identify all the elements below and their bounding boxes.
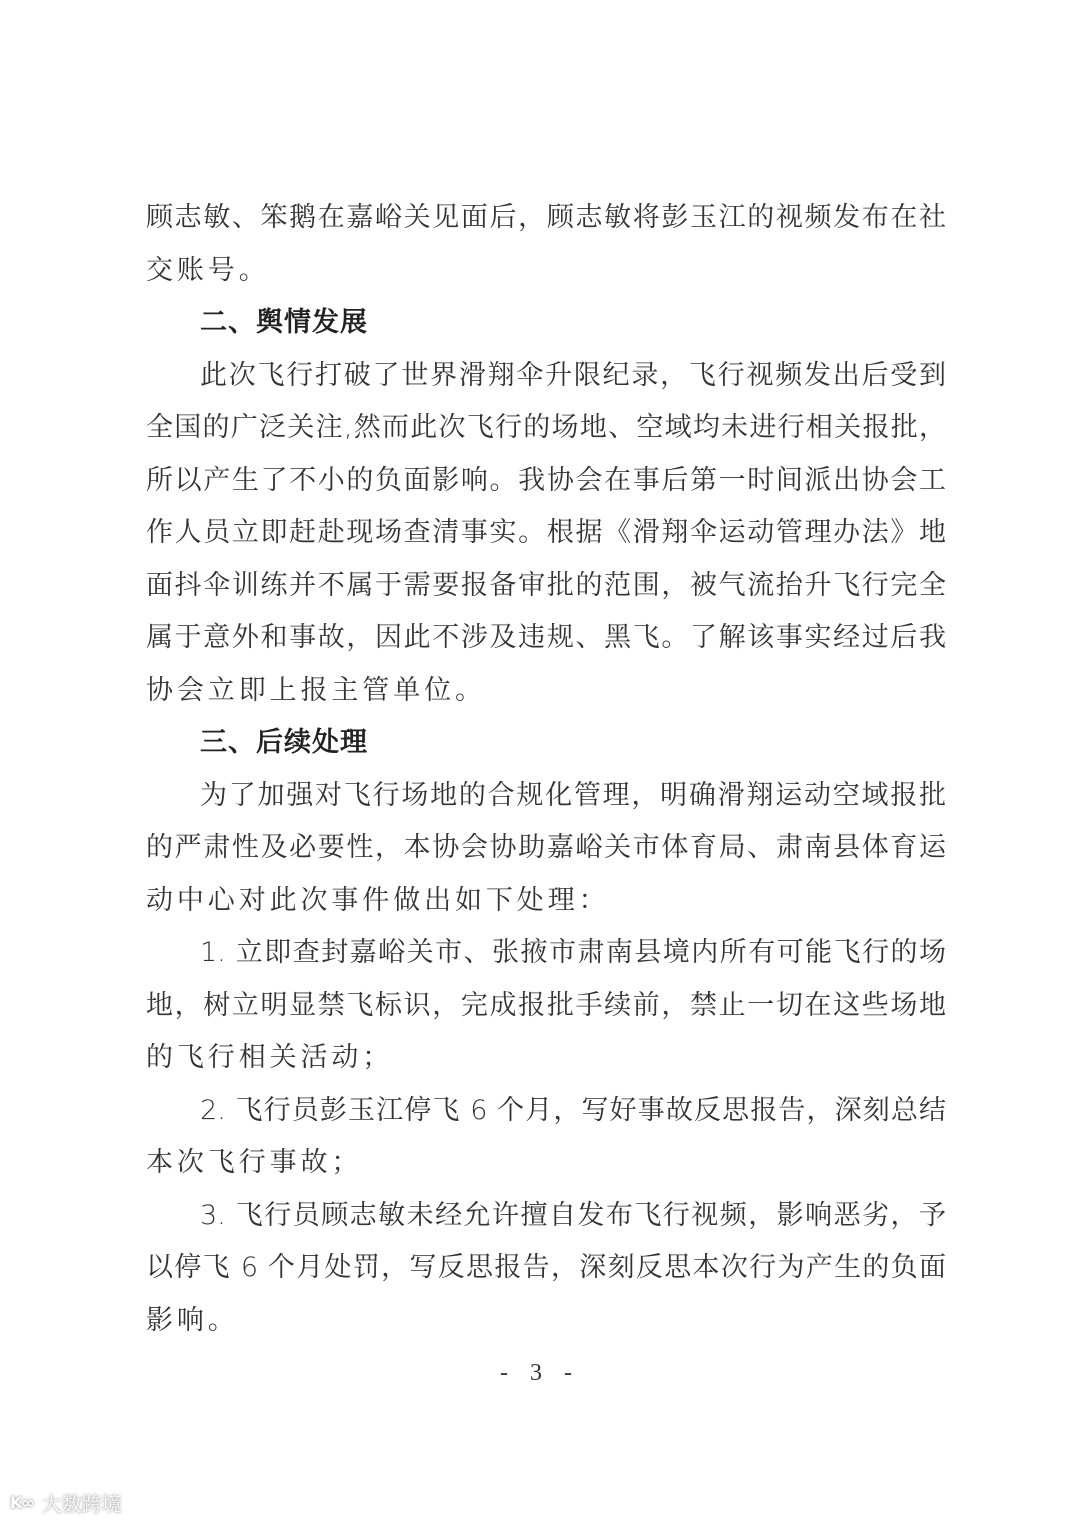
paragraph-public-opinion: [146, 350, 946, 718]
text-line: 3. 飞行员顾志敏未经允许擅自发布飞行视频，影响恶劣，予: [200, 1199, 946, 1231]
text-line: 顾志敏、笨鹅在嘉峪关见面后，顾志敏将彭玉江的视频发布在社: [146, 202, 946, 233]
text-line: 所以产生了不小的负面影响。我协会在事后第一时间派出协会工: [146, 464, 946, 496]
text-line: 属于意外和事故，因此不涉及违规、黑飞。了解该事实经过后我: [146, 622, 946, 653]
text-line: 本次飞行事故；: [146, 1147, 363, 1178]
list-item-1: [146, 927, 946, 1085]
text-line: 以停飞 6 个月处罚，写反思报告，深刻反思本次行为产生的负面: [146, 1252, 946, 1283]
watermark-logo-icon: K∞: [10, 1493, 34, 1512]
text-line: 为了加强对飞行场地的合规化管理，明确滑翔运动空域报批: [200, 779, 946, 811]
watermark-text: 大数跨境: [41, 1492, 122, 1516]
text-line: 协会立即上报主管单位。: [146, 674, 486, 706]
text-line: 交账号。: [146, 254, 270, 286]
text-line: 影响。: [146, 1304, 239, 1336]
paragraph-follow-up-intro: [146, 770, 946, 928]
text-line: 此次飞行打破了世界滑翔伞升限纪录，飞行视频发出后受到: [200, 359, 946, 391]
section-heading-public-opinion: 二、舆情发展: [200, 307, 368, 338]
text-line: 的严肃性及必要性，本协会协助嘉峪关市体育局、肃南县体育运: [146, 832, 946, 863]
text-line: 的飞行相关活动；: [146, 1042, 394, 1073]
text-line: 2. 飞行员彭玉江停飞 6 个月，写好事故反思报告，深刻总结: [200, 1094, 946, 1126]
section-heading-follow-up: 三、后续处理: [200, 727, 368, 758]
text-line: 作人员立即赶赴现场查清事实。根据《滑翔伞运动管理办法》地: [146, 517, 946, 548]
text-line: 面抖伞训练并不属于需要报备审批的范围，被气流抬升飞行完全: [146, 569, 946, 601]
page-number: - 3 -: [500, 1360, 580, 1386]
watermark: [10, 1488, 122, 1517]
text-line: 1. 立即查封嘉峪关市、张掖市肃南县境内所有可能飞行的场: [200, 937, 946, 968]
text-line: 地，树立明显禁飞标识，完成报批手续前，禁止一切在这些场地: [146, 989, 946, 1021]
list-item-2: [146, 1085, 946, 1190]
list-item-3: [146, 1190, 946, 1348]
document-page: [146, 192, 946, 1347]
paragraph-continuation: [146, 192, 946, 297]
text-line: 动中心对此次事件做出如下处理：: [146, 884, 610, 916]
text-line: 全国的广泛关注,然而此次飞行的场地、空域均未进行相关报批，: [146, 412, 946, 443]
